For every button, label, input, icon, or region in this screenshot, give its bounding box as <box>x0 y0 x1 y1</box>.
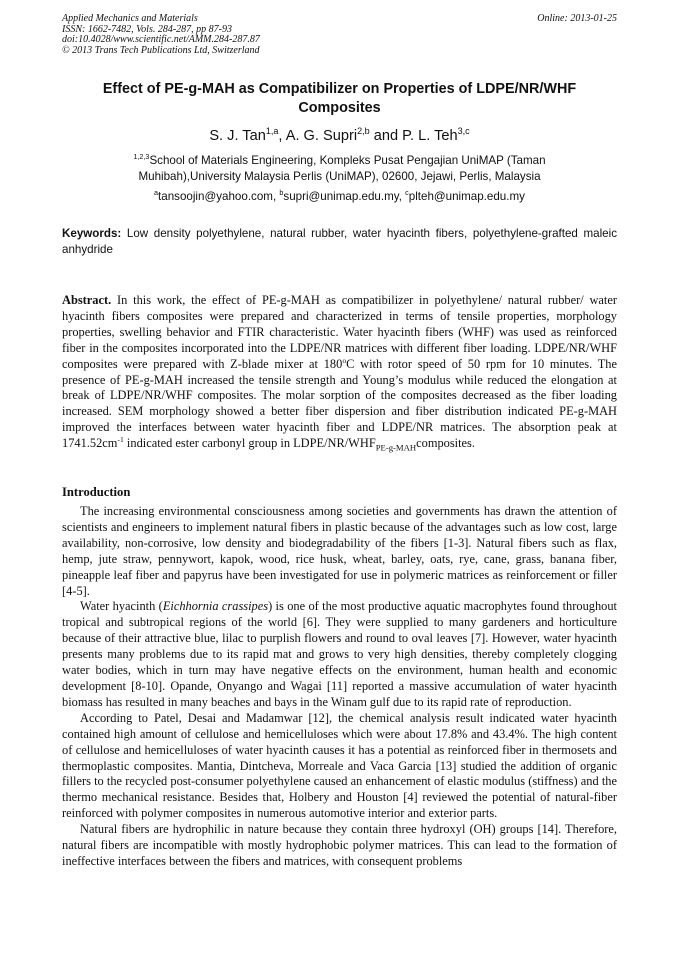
paragraph: According to Patel, Desai and Madamwar [12], the chemical analysis result indicated water hyacinth contained high amount of cellulose and hemicelluloses which were about 17.8% and 43.4%. The high content of cellulose and hemicelluloses of water hyacinth causes it has a potential as reinforced fiber in thermosets and thermoplastic composites. Mantia, Dintcheva, Morreale and Vaca Garcia [13] studied the addition of organic fillers to the recycled post-consumer polyethylene caused an enhancement of elastic modulus (stiffness) and the thermo mechanical resistance. Besides that, Holbery and Houston [4] reviewed the potential of natural-fiber reinforced with polymer composites in numerous automotive interior and exterior parts. <box>62 710 617 821</box>
issn-line: ISSN: 1662-7482, Vols. 284-287, pp 87-93 <box>62 23 232 35</box>
introduction-body <box>62 504 617 870</box>
author-superscript: 2,b <box>357 126 370 137</box>
affiliation-line-2: Muhibah),University Malaysia Perlis (UniMAP), 02600, Jejawi, Perlis, Malaysia <box>138 170 541 183</box>
online-date: Online: 2013-01-25 <box>537 13 617 24</box>
author-superscript: 3,c <box>457 126 470 137</box>
keywords-text: Low density polyethylene, natural rubber, water hyacinth fibers, polyethylene-grafted maleic anhydride <box>62 227 617 256</box>
email-link[interactable]: plteh@unimap.edu.my <box>408 190 525 203</box>
paragraph: Natural fibers are hydrophilic in nature because they contain three hydroxyl (OH) groups [14]. Therefore, natural fibers are incompatible with mostly hydrophobic polymer matrices. This can lead to the formation of ineffective interfaces between the fibers and matrices, with consequent problems <box>62 822 617 868</box>
keywords-label: Keywords: <box>62 227 122 240</box>
doi-line: doi:10.4028/www.scientific.net/AMM.284-287.87 <box>62 34 260 46</box>
author-separator: , <box>278 128 286 144</box>
email-superscript: c <box>405 188 409 198</box>
affiliation-superscript: 1,2,3 <box>133 152 150 162</box>
author-name: S. J. Tan <box>209 128 266 144</box>
paragraph: The increasing environmental consciousness among societies and governments has drawn the attention of scientists and engineers to implement natural fibers in plastic because of the advantages such as low cost, large availability, non-corrosive, low density and biodegradability of the fibers [1-3]. Natural fibers such as flax, hemp, jute straw, pennywort, kapok, wood, rice husk, wheat, barley, oats, rye, cane, grass, banana fiber, pineapple leaf fiber and papyrus have been investigated for use in polymeric matrices as reinforcement or filler [4-5]. <box>62 504 617 598</box>
author-separator: and <box>369 128 403 144</box>
paragraph: Water hyacinth (Eichhornia crassipes) is one of the most productive aquatic macrophytes found throughout tropical and subtropical regions of the world [6]. They were supplied to many gardeners and horticulture because of their attractive blue, lilac to purplish flowers and round to oval leaves [7]. However, water hyacinth presents many problems due to its rapid mat and grows to very high densities, thereby completely clogging water bodies, which in turn may have negative effects on the environment, human health and economic development [8-10]. Opande, Onyango and Wagai [11] reported a massive accumulation of water hyacinth biomass has resulted in many beaches and bays in the Winam gulf due to its rapid rate of reproduction. <box>62 599 617 709</box>
email-superscript: b <box>279 188 284 198</box>
affiliation-line-1: $^{1,2,3}$School of Materials Engineering, Kompleks Pusat Pengajian UniMAP (Taman <box>133 152 546 167</box>
section-heading-introduction: Introduction <box>62 485 131 499</box>
author-name: A. G. Supri <box>285 128 358 144</box>
journal-header <box>62 14 617 56</box>
title-line-2: Composites <box>298 100 381 116</box>
author-superscript: 1,a <box>265 126 279 137</box>
abstract-label: Abstract. <box>62 293 112 307</box>
email-link[interactable]: tansoojin@yahoo.com <box>158 190 273 203</box>
author-list <box>62 127 617 145</box>
keywords <box>62 226 617 258</box>
paper-title <box>62 80 617 118</box>
title-line-1: Effect of PE-g-MAH as Compatibilizer on Properties of LDPE/NR/WHF <box>102 81 577 97</box>
author-name: P. L. Teh <box>402 128 458 144</box>
author-emails: $^a$tansoojin@yahoo.com, $^b$supri@unimap.edu.my, $^c$plteh@unimap.edu.my <box>154 188 525 203</box>
email-superscript: a <box>154 188 159 198</box>
copyright-line: © 2013 Trans Tech Publications Ltd, Switzerland <box>62 44 260 56</box>
journal-name: Applied Mechanics and Materials <box>62 13 198 24</box>
affiliation <box>62 153 617 185</box>
email-link[interactable]: supri@unimap.edu.my <box>283 190 399 203</box>
abstract: Abstract. In this work, the effect of PE-g-MAH as compatibilizer in polyethylene/ natural rubber/ water hyacinth fibers composites were prepared and characterized in terms of tensile properties, morphology properties, swelling behavior and FTIR characteristic. Water hyacinth fibers (WHF) was used as reinforced fiber in the composites incorporated into the LDPE/NR matrices with different fiber loading. LDPE/NR/WHF composites were prepared with Z-blade mixer at 180$^o$C with rotor speed of 50 rpm for 10 minutes. The presence of PE-g-MAH increased the tensile strength and Young’s modulus while reduced the elongation at break of LDPE/NR/WHF composites. The molar sorption of the composites decreased as the fiber loading increased. SEM morphology showed a better fiber dispersion and fiber distribution indicated PE-g-MAH improved the interfaces between water hyacinth fiber and LDPE/NR matrices. The absorption peak at $1741.52cm^{-1}$ indicated ester carbonyl group in LDPE/$NR/WHF_{PE-g-MAH}composites$. <box>62 293 617 453</box>
